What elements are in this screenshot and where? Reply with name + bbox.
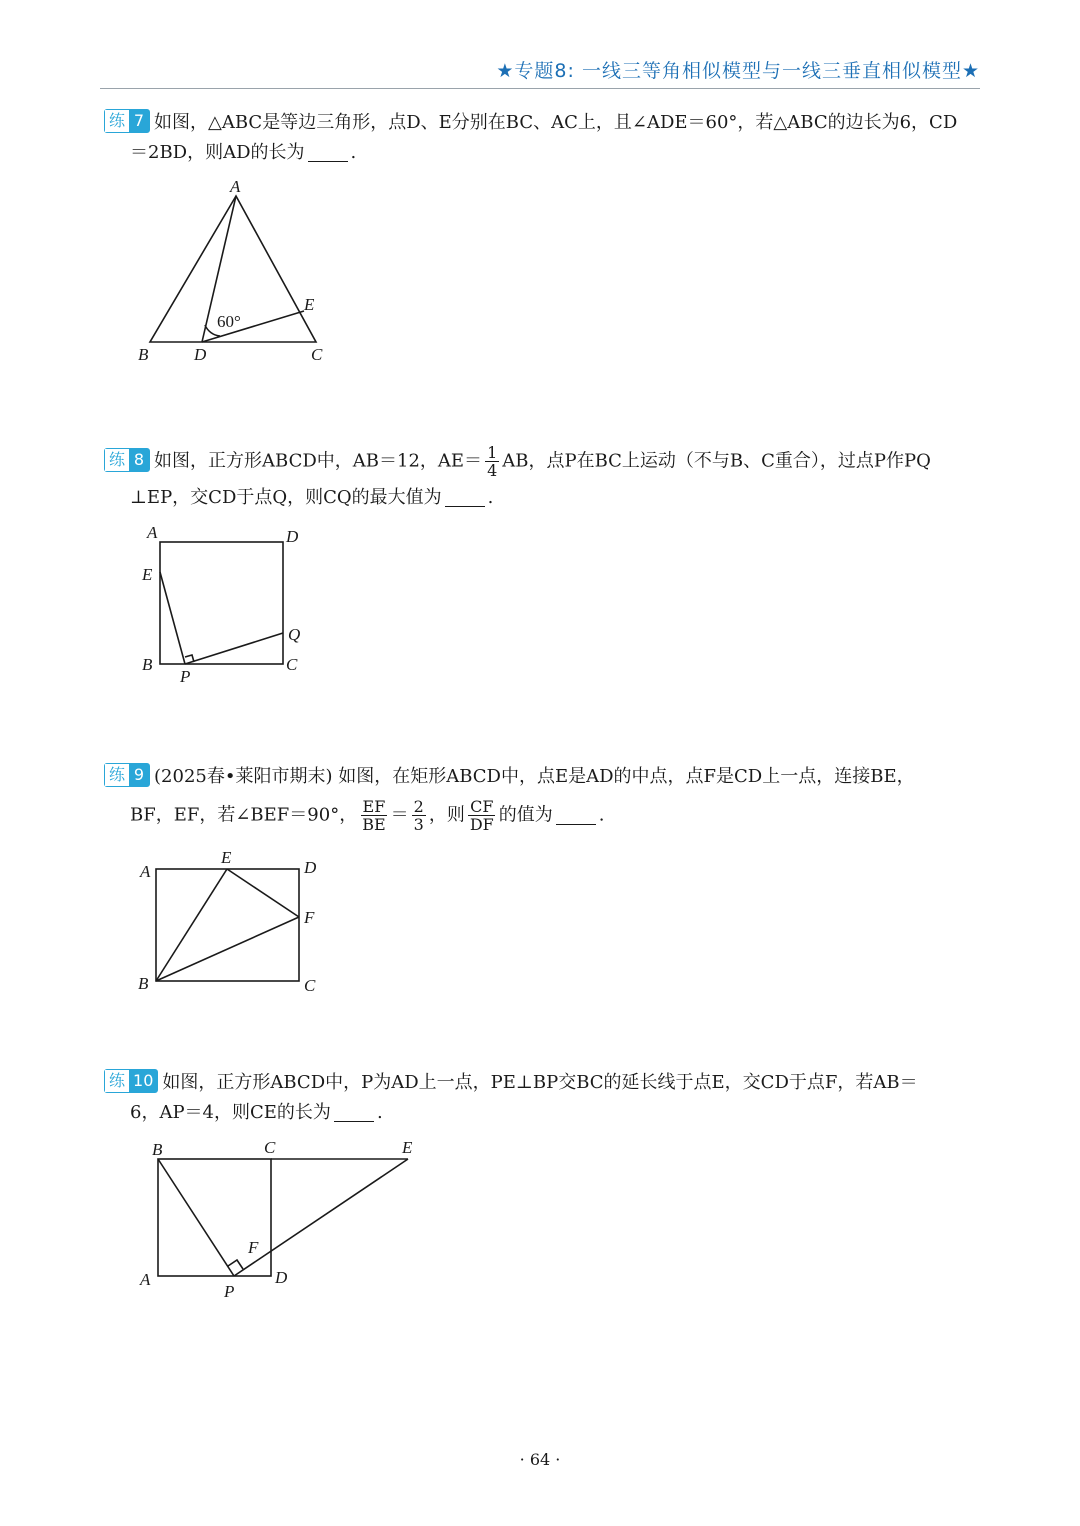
label-f: F: [304, 908, 315, 927]
header-title: ★专题8: 一线三等角相似模型与一线三垂直相似模型★: [496, 60, 980, 82]
problem-tag: 练 10: [104, 1069, 158, 1093]
square-abcd: [160, 542, 283, 664]
problem-7-line1: 练 7 如图，△ABC是等边三角形，点D、E分别在BC、AC上，且∠ADE＝60°，若△ABC的边长为6，CD: [104, 108, 984, 138]
label-b: B: [142, 655, 153, 674]
label-c: C: [304, 976, 316, 995]
answer-blank[interactable]: [308, 143, 348, 162]
segment-pq: [185, 633, 283, 664]
label-a: A: [140, 1270, 151, 1289]
label-e: E: [221, 848, 232, 867]
rectangle-abcd: [156, 869, 299, 981]
label-d: D: [194, 345, 207, 364]
label-a: A: [230, 177, 241, 196]
problem-tag: 练 7: [104, 109, 150, 133]
label-d: D: [275, 1268, 288, 1287]
label-c: C: [311, 345, 323, 364]
figure-9-rectangle: [130, 845, 330, 1000]
problem-tag: 练 8: [104, 448, 150, 472]
segment-pe: [234, 1159, 408, 1276]
answer-blank[interactable]: [334, 1103, 374, 1122]
segment-ef: [227, 869, 299, 917]
label-c: C: [286, 655, 298, 674]
label-b: B: [138, 974, 149, 993]
label-d: D: [304, 858, 317, 877]
label-a: A: [147, 523, 158, 542]
segment-be: [156, 869, 227, 981]
label-a: A: [140, 862, 151, 881]
answer-blank[interactable]: [556, 806, 596, 825]
label-f: F: [248, 1238, 259, 1257]
problem-9-line1: 练 9 (2025春•莱阳市期末) 如图，在矩形ABCD中，点E是AD的中点，点F是CD上一点，连接BE，: [104, 762, 984, 792]
segment-ep: [160, 572, 185, 664]
problem-8-line1: 练 8 如图，正方形ABCD中，AB＝12，AE＝ $\frac{1}{4}$ AB，点P在BC上运动（不与B、C重合），过点P作PQ: [104, 444, 984, 479]
answer-blank[interactable]: [445, 488, 485, 507]
problem-9: [104, 762, 984, 833]
label-e: E: [142, 565, 153, 584]
label-q: Q: [288, 625, 301, 644]
problem-8: [104, 444, 984, 513]
figure-7-triangle: [130, 170, 350, 370]
fraction-2-3: $\frac{2}{3}$: [413, 797, 424, 834]
label-b: B: [152, 1140, 163, 1159]
fraction: $\frac{1}{4}$: [487, 443, 498, 480]
segment-bp: [158, 1159, 234, 1276]
label-d: D: [286, 527, 299, 546]
problem-7-line2: ＝2BD，则AD的长为 .: [130, 142, 357, 163]
label-p: P: [224, 1282, 235, 1301]
label-p: P: [180, 667, 191, 686]
figure-10-square: [130, 1135, 430, 1305]
label-c: C: [264, 1138, 276, 1157]
problem-10: [104, 1068, 984, 1128]
figure-8-square: [135, 520, 315, 690]
problem-10-line1: 练 10 如图，正方形ABCD中，P为AD上一点，PE⊥BP交BC的延长线于点E，交CD于点F，若AB＝: [104, 1068, 984, 1098]
page-header: [100, 56, 980, 89]
fraction-ef-be: $\frac{EF}{BE}$: [362, 797, 386, 834]
right-angle-mark: [228, 1260, 243, 1269]
problem-9-line2: BF，EF，若∠BEF＝90°， $\frac{EF}{BE}$ ＝ $\frac{2}{3}$ ，则 $\frac{CF}{DF}$ 的值为 .: [130, 797, 605, 834]
problem-7: [104, 108, 984, 168]
label-b: B: [138, 345, 149, 364]
page-number: · 64 ·: [519, 1450, 561, 1469]
label-angle: 60°: [217, 312, 241, 331]
problem-8-line2: ⊥EP，交CD于点Q，则CQ的最大值为 .: [130, 487, 494, 508]
problem-tag: 练 9: [104, 763, 150, 787]
problem-10-line2: 6，AP＝4，则CE的长为 .: [130, 1102, 383, 1123]
label-e: E: [304, 295, 315, 314]
square-abcd: [158, 1159, 271, 1276]
label-e: E: [402, 1138, 413, 1157]
segment-bf: [156, 917, 299, 981]
fraction-cf-df: $\frac{CF}{DF}$: [469, 797, 494, 834]
